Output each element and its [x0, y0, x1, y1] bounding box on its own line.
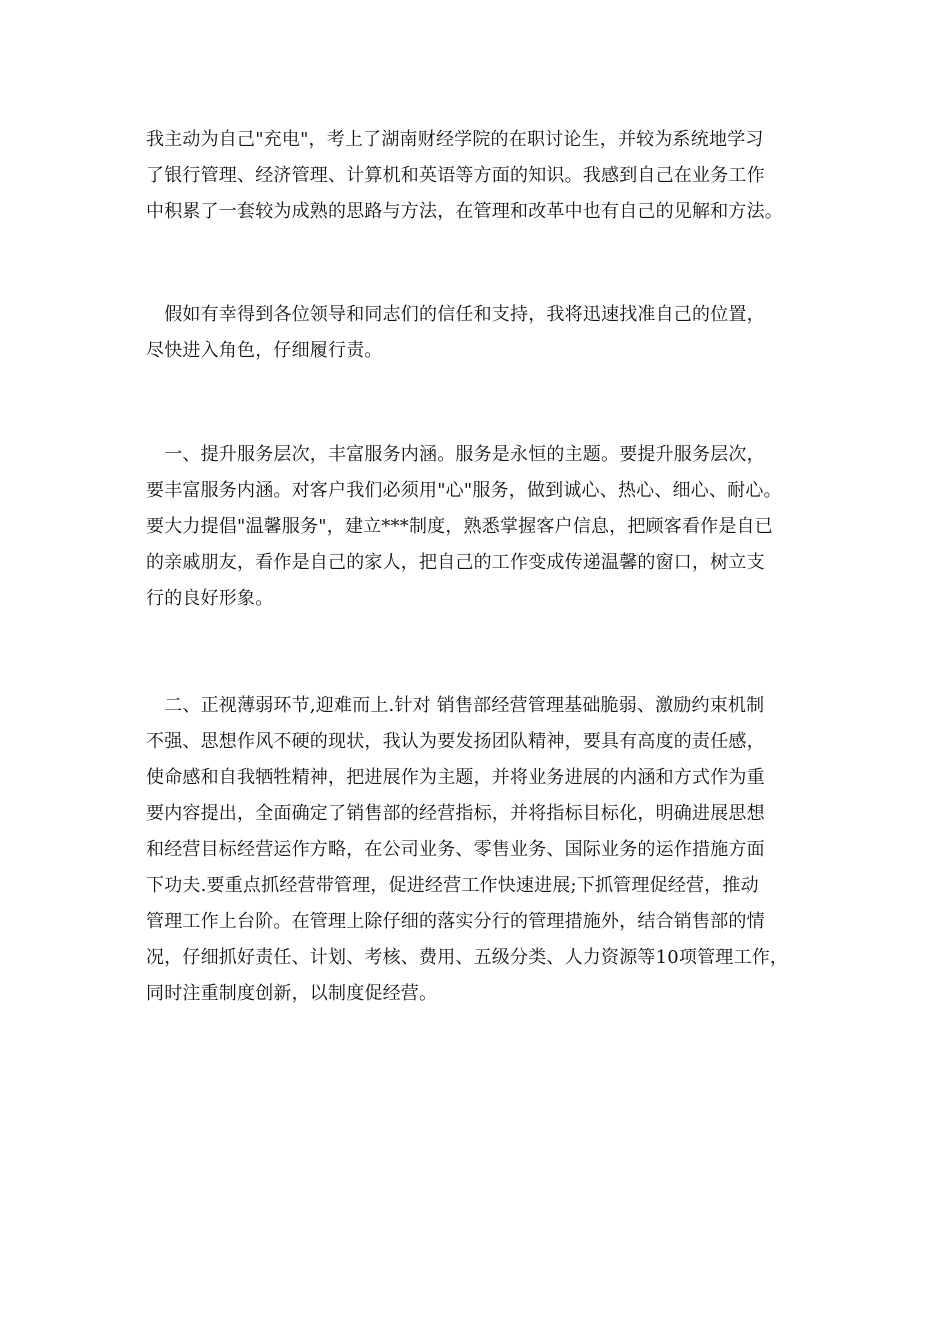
text-line: 使命感和自我牺牲精神，把进展作为主题，并将业务进展的内涵和方式作为重: [146, 767, 765, 788]
text-line: 要内容提出，全面确定了销售部的经营指标，并将指标目标化，明确进展思想: [146, 803, 765, 824]
text-line: 不强、思想作风不硬的现状，我认为要发扬团队精神，要具有高度的责任感，: [146, 731, 765, 752]
text-line: 假如有幸得到各位领导和同志们的信任和支持，我将迅速找准自己的位置，: [146, 304, 765, 325]
text-line: 尽快进入角色，仔细履行责。: [146, 340, 383, 361]
text-line: 要丰富服务内涵。对客户我们必须用"心"服务，做到诚心、热心、细心、耐心。: [146, 480, 782, 501]
text-line: 行的良好形象。: [146, 588, 274, 609]
paragraph-weak-links: [146, 688, 826, 1012]
text-line: 况，仔细抓好责任、计划、考核、费用、五级分类、人力资源等10项管理工作，: [146, 947, 789, 968]
text-line: 一、提升服务层次，丰富服务内涵。服务是永恒的主题。要提升服务层次，: [146, 444, 765, 465]
text-line: 和经营目标经营运作方略，在公司业务、零售业务、国际业务的运作措施方面: [146, 839, 765, 860]
text-line: 二、正视薄弱环节,迎难而上.针对 销售部经营管理基础脆弱、激励约束机制: [146, 695, 765, 716]
text-line: 中积累了一套较为成熟的思路与方法，在管理和改革中也有自己的见解和方法。: [146, 201, 783, 222]
text-line: 了银行管理、经济管理、计算机和英语等方面的知识。我感到自己在业务工作: [146, 165, 765, 186]
paragraph-commitment: [146, 297, 826, 369]
paragraph-service-level: [146, 437, 826, 617]
text-line: 要大力提倡"温馨服务"，建立***制度，熟悉掌握客户信息，把顾客看作是自已: [146, 516, 773, 537]
text-line: 管理工作上台阶。在管理上除仔细的落实分行的管理措施外，结合销售部的情: [146, 911, 765, 932]
text-line: 的亲戚朋友，看作是自己的家人，把自己的工作变成传递温馨的窗口，树立支: [146, 552, 765, 573]
text-line: 同时注重制度创新，以制度促经营。: [146, 983, 438, 1004]
paragraph-self-study: [146, 122, 826, 230]
text-line: 下功夫.要重点抓经营带管理，促进经营工作快速进展;下抓管理促经营，推动: [146, 875, 759, 896]
text-line: 我主动为自己"充电"，考上了湖南财经学院的在职讨论生，并较为系统地学习: [146, 129, 764, 150]
